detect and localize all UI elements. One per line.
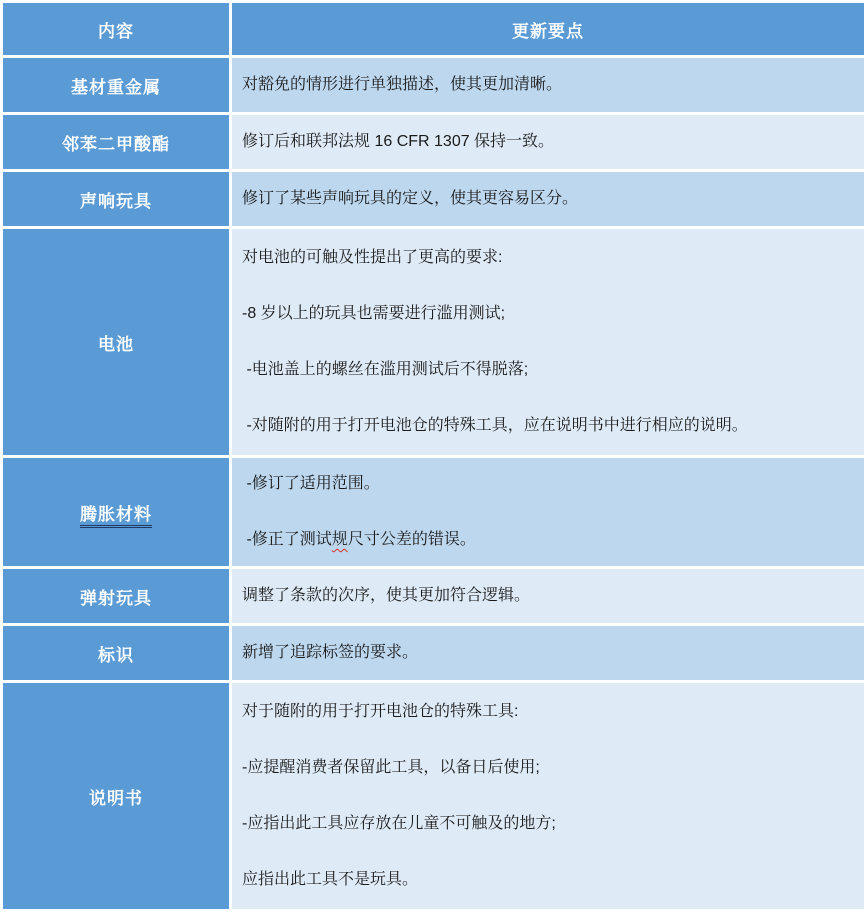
text-segment: 新增了追踪标签的要求。	[242, 644, 419, 661]
text-segment: 修订了某些声响玩具的定义，使其更容易区分。	[242, 190, 579, 207]
topic-label: 电池	[98, 334, 134, 354]
points-wrap	[242, 473, 850, 551]
topic-cell	[3, 229, 229, 455]
points-cell	[232, 58, 864, 112]
text-segment: 对于随附的用于打开电池仓的特殊工具:	[242, 703, 519, 720]
table-row	[3, 626, 864, 680]
topic-cell	[3, 458, 229, 566]
points-wrap	[242, 131, 850, 153]
topic-label: 弹射玩具	[80, 588, 152, 608]
topic-label: 标识	[98, 645, 134, 665]
topic-cell	[3, 115, 229, 169]
point-line	[242, 188, 850, 210]
points-wrap	[242, 585, 850, 607]
topic-cell	[3, 626, 229, 680]
text-segment: -电池盖上的螺丝在滥用测试后不得脱落;	[242, 361, 529, 378]
points-cell	[232, 569, 864, 623]
topic-cell	[3, 683, 229, 909]
text-segment: 对电池的可触及性提出了更高的要求:	[242, 249, 503, 266]
topic-cell	[3, 58, 229, 112]
table-header-row	[3, 3, 864, 55]
point-line	[242, 247, 850, 269]
points-wrap	[242, 247, 850, 437]
point-line	[242, 74, 850, 96]
text-segment: 尺寸公差的错误。	[347, 531, 476, 548]
point-line	[242, 642, 850, 664]
points-cell	[232, 458, 864, 566]
topic-label: 声响玩具	[80, 191, 152, 211]
text-segment: 对豁免的情形进行单独描述，使其更加清晰。	[242, 76, 563, 93]
header-cell-content: 内容	[3, 3, 229, 55]
points-cell	[232, 683, 864, 909]
text-segment: -8 岁以上的玩具也需要进行滥用测试;	[242, 305, 506, 322]
text-segment: -应提醒消费者保留此工具，以备日后使用;	[242, 759, 540, 776]
table-row	[3, 172, 864, 226]
point-line	[242, 529, 850, 551]
topic-label: 邻苯二甲酸酯	[62, 134, 170, 154]
point-line	[242, 131, 850, 153]
table-row	[3, 569, 864, 623]
table-row	[3, 458, 864, 566]
point-line	[242, 359, 850, 381]
topic-cell	[3, 569, 229, 623]
text-segment: 应指出此工具不是玩具。	[242, 871, 419, 888]
topic-label: 腾胀材料	[80, 505, 152, 528]
points-cell	[232, 172, 864, 226]
points-cell	[232, 229, 864, 455]
points-cell	[232, 115, 864, 169]
points-cell	[232, 626, 864, 680]
point-line	[242, 869, 850, 891]
topic-cell	[3, 172, 229, 226]
point-line	[242, 757, 850, 779]
point-line	[242, 415, 850, 437]
spellcheck-flagged-text: 规	[331, 531, 348, 548]
text-segment: -应指出此工具应存放在儿童不可触及的地方;	[242, 815, 556, 832]
points-wrap	[242, 74, 850, 96]
topic-label: 基材重金属	[71, 77, 161, 97]
point-line	[242, 701, 850, 723]
text-segment: 修订后和联邦法规 16 CFR 1307 保持一致。	[242, 133, 555, 150]
point-line	[242, 473, 850, 495]
text-segment: -对随附的用于打开电池仓的特殊工具，应在说明书中进行相应的说明。	[242, 417, 748, 434]
points-wrap	[242, 701, 850, 891]
topic-label: 说明书	[89, 788, 143, 808]
point-line	[242, 303, 850, 325]
header-cell-update-points: 更新要点	[232, 3, 864, 55]
points-wrap	[242, 188, 850, 210]
text-segment: -修正了测试	[242, 531, 332, 548]
text-segment: 调整了条款的次序，使其更加符合逻辑。	[242, 587, 531, 604]
point-line	[242, 585, 850, 607]
table-row	[3, 115, 864, 169]
points-wrap	[242, 642, 850, 664]
table-row	[3, 229, 864, 455]
text-segment: -修订了适用范围。	[242, 475, 380, 492]
table-row	[3, 58, 864, 112]
table-row	[3, 683, 864, 909]
point-line	[242, 813, 850, 835]
